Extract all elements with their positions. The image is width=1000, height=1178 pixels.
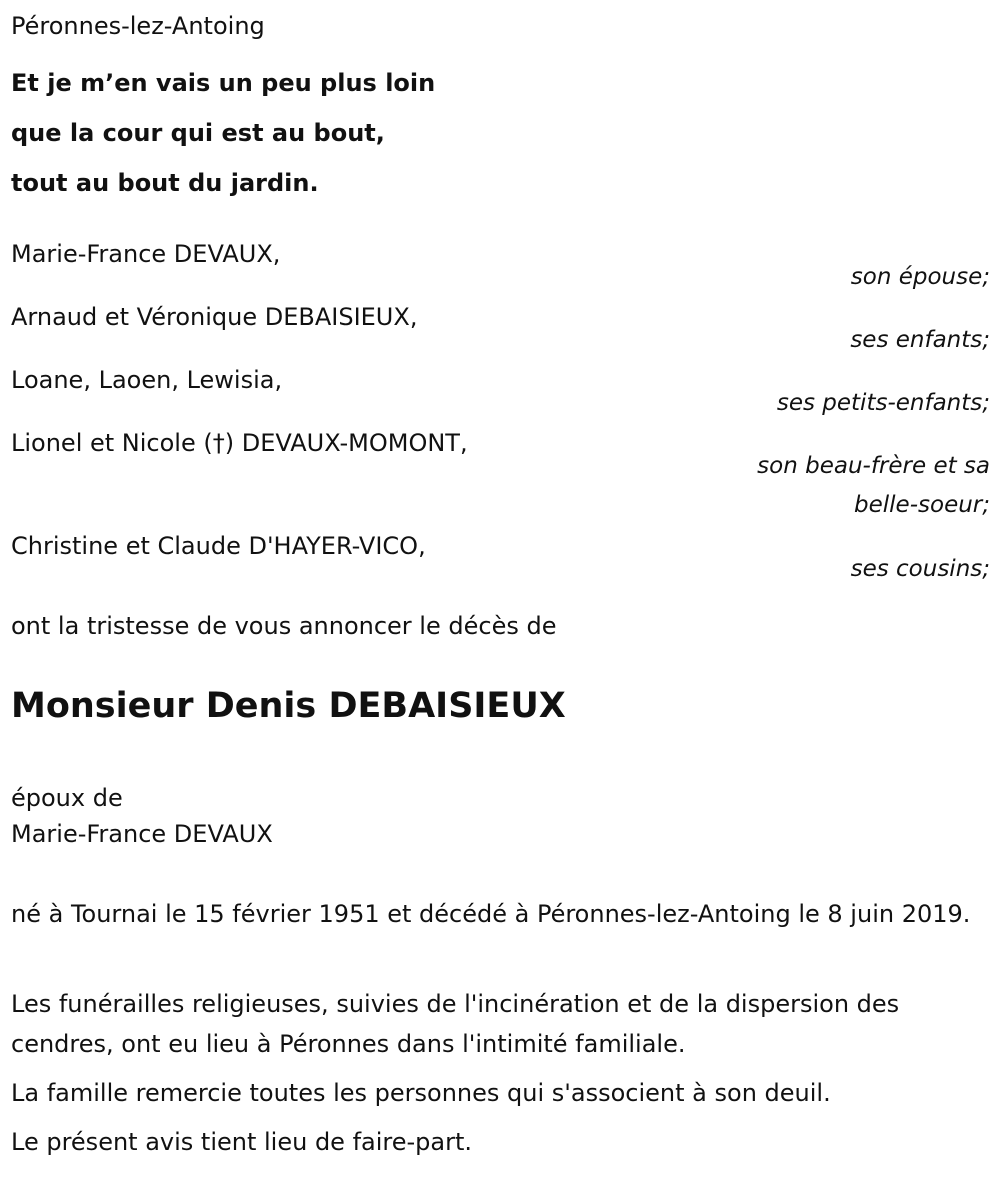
notice-paragraph: Le présent avis tient lieu de faire-part. [11, 1128, 473, 1156]
family-member-name: Loane, Laoen, Lewisia, [11, 366, 283, 394]
announcement-text: ont la tristesse de vous annoncer le décès de [11, 612, 557, 640]
spouse-label: époux de [11, 784, 123, 812]
family-member-name: Marie-France DEVAUX, [11, 240, 281, 268]
family-member-name: Christine et Claude D'HAYER-VICO, [11, 532, 426, 560]
family-relation: ses cousins; [850, 556, 990, 582]
family-relation: ses enfants; [850, 327, 990, 353]
thanks-paragraph: La famille remercie toutes les personnes qui s'associent à son deuil. [11, 1079, 831, 1107]
family-relation: belle-soeur; [854, 492, 990, 518]
birth-death-paragraph: né à Tournai le 15 février 1951 et décédé à Péronnes-lez-Antoing le 8 juin 2019. [11, 900, 971, 928]
deceased-name: Monsieur Denis DEBAISIEUX [11, 686, 566, 726]
family-member-name: Arnaud et Véronique DEBAISIEUX, [11, 303, 418, 331]
family-relation: ses petits-enfants; [776, 390, 990, 416]
funeral-paragraph: Les funérailles religieuses, suivies de l'incinération et de la dispersion des cendres, ont eu lieu à Péronnes dans l'intimité familiale. [11, 990, 900, 1058]
family-member-name: Lionel et Nicole (†) DEVAUX-MOMONT, [11, 429, 468, 457]
place-header: Péronnes-lez-Antoing [11, 12, 265, 40]
family-relation: son épouse; [850, 264, 990, 290]
spouse-name: Marie-France DEVAUX [11, 820, 273, 848]
poem [11, 58, 435, 208]
poem-line: tout au bout du jardin. [11, 169, 319, 197]
poem-line: Et je m’en vais un peu plus loin [11, 69, 436, 97]
poem-line: que la cour qui est au bout, [11, 119, 385, 147]
family-relation: son beau-frère et sa [757, 453, 990, 479]
